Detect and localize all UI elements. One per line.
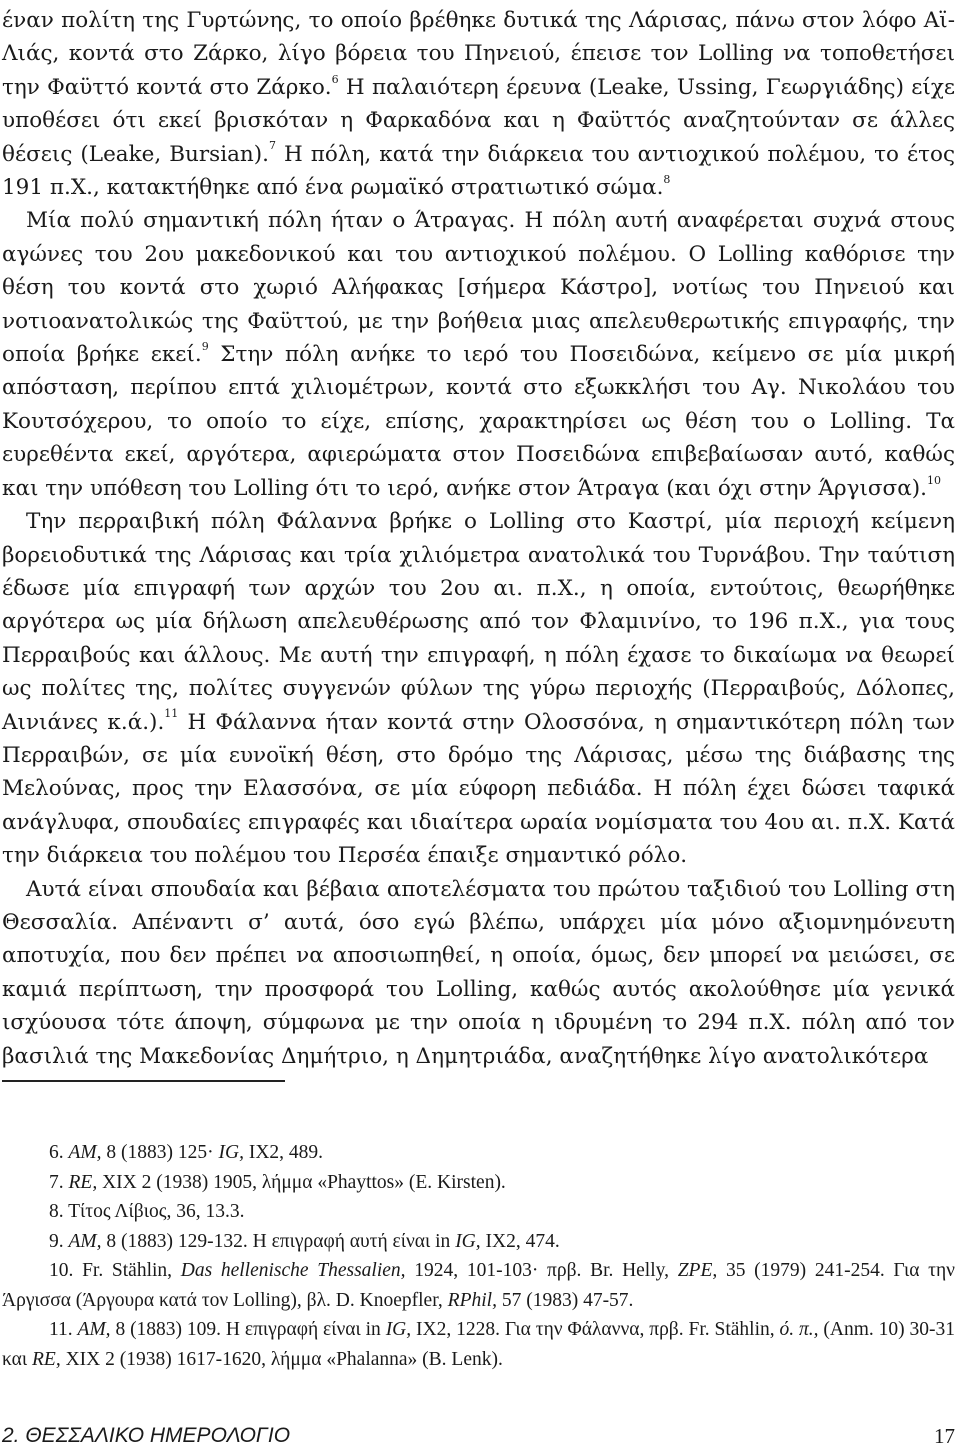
footnote-italic: AM,	[68, 1142, 102, 1163]
footnote-text: 1924, 101-103· πρβ. Br. Helly,	[405, 1260, 678, 1281]
footnote-italic: AM,	[77, 1319, 111, 1340]
page-footer	[2, 1424, 955, 1450]
footnote-text: 8 (1883) 129-132. Η επιγραφή αυτή είναι in	[101, 1230, 456, 1252]
text-run: Την περραιβική πόλη Φάλαννα βρήκε ο Lolling στο Καστρί, μία περιοχή κείμενη βορειοδυτικά της Λάρισας και τρία χιλιόμετρα ανατολικά του Τυρνάβου. Την ταύτιση έδωσε μία επιγραφή των αρχών του 2ου αι. π.Χ., η οποία, εντούτοις, θεωρήθηκε αργότερα ως μία δήλωση απελευθέρωσης από τον Φλαμινίνο, το 196 π.Χ., για τους Περραιβούς και άλλους. Με αυτή την επιγραφή, η πόλη έχασε το δικαίωμα να θεωρεί ως πολίτες της, πολίτες συγγενών φύλων της γύρω περιοχής (Περραιβούς, Δόλοπες, Αινιάνες κ.ά.).	[2, 509, 955, 735]
text-run: Η παλαιότερη έρευνα (Leake, Ussing, Γεωργιάδης) είχε υποθέσει ότι εκεί βρισκόταν η Φαρκαδόνα και η Φαϋττός αναζητούνταν σε άλλες θέσεις (Leake, Bursian).	[2, 74, 956, 167]
footnote-separator	[2, 1080, 285, 1082]
footnotes	[2, 1138, 955, 1374]
footnote-10	[2, 1256, 955, 1315]
footnote-9	[2, 1227, 955, 1257]
footnote-text: IX2, 489.	[243, 1142, 324, 1163]
page-number: 17	[934, 1424, 955, 1448]
footnote-text: 6.	[49, 1142, 69, 1163]
footnote-text: XIX 2 (1938) 1617-1620, λήμμα «Phalanna» (B. Lenk).	[60, 1348, 503, 1370]
paragraph-4: Αυτά είναι σπουδαία και βέβαια αποτελέσματα του πρώτου ταξιδιού του Lolling στη Θεσσαλία. Απέναντι σ’ αυτά, όσο εγώ βλέπω, υπάρχει μία μόνο αξιομνημόνευτη αποτυχία, που δεν πρέπει να αποσιωπηθεί, η οποία, όμως, δεν μπορεί να μειώσει, σε καμιά περίπτωση, την προσφορά του Lolling, καθώς αυτός ακολούθησε μία γενικά ισχύουσα τότε άποψη, σύμφωνα με την οποία η ιδρυμένη το 294 π.Χ. πόλη από τον βασιλιά της Μακεδονίας Δημήτριο, η Δημητριάδα, αναζητήθηκε λίγο ανατολικότερα	[2, 876, 955, 1069]
footnote-text: (Anm. 10) 30-31 και	[2, 1319, 956, 1370]
footnote-ref-10[interactable]: 10	[926, 473, 941, 487]
paragraph-3	[2, 505, 955, 872]
footnote-italic: IG,	[385, 1319, 412, 1340]
footnote-6	[2, 1138, 955, 1168]
running-title: 2. ΘΕΣΣΑΛΙΚΟ ΗΜΕΡΟΛΟΓΙΟ	[2, 1424, 291, 1447]
footnote-7	[2, 1168, 955, 1198]
footnote-text: IX2, 1228. Για την Φάλαννα, πρβ. Fr. Stählin,	[411, 1319, 780, 1340]
footnote-text: 8 (1883) 109. Η επιγραφή είναι in	[110, 1319, 386, 1340]
footnote-italic: RE,	[32, 1348, 61, 1370]
footnote-italic: IG,	[455, 1230, 481, 1252]
footnote-italic: RPhil,	[447, 1289, 497, 1311]
footnote-ref-9[interactable]: 9	[201, 339, 209, 353]
footnote-text: 7.	[49, 1171, 69, 1193]
text-run: Η Φάλαννα ήταν κοντά στην Ολοσσόνα, η σημαντικότερη πόλη των Περραιβών, σε μία ευνοϊκή θέση, στο δρόμο της Λάρισας, μέσω της διάβασης της Μελούνας, προς την Ελασσόνα, σε μία εύφορη πεδιάδα. Η πόλη έχει δώσει ταφικά ανάγλυφα, σπουδαίες επιγραφές και ιδιαίτερα ωραία νομίσματα του 4ου αι. π.Χ. Κατά την διάρκεια του πολέμου του Περσέα έπαιξε σημαντικό ρόλο.	[2, 709, 956, 869]
footnote-text: 9.	[49, 1230, 69, 1252]
footnote-ref-11[interactable]: 11	[164, 707, 179, 721]
text-run: έναν πολίτη της Γυρτώνης, το οποίο βρέθηκε δυτικά της Λάρισας, πάνω στον λόφο Αϊ-Λιάς, κοντά στο Ζάρκο, λίγο βόρεια του Πηνειού, έπεισε τον Lolling να τοποθετήσει την Φαϋττό κοντά στο Ζάρκο.	[2, 8, 955, 100]
footnote-text: 35 (1979) 241-254. Για την Άργισσα (Άργουρα κατά τον Lolling), βλ. D. Knoepfler,	[2, 1260, 955, 1311]
footnote-text: IX2, 474.	[480, 1230, 560, 1252]
footnote-italic: ZPE,	[677, 1260, 718, 1281]
footnote-text: 10. Fr. Stählin,	[49, 1260, 181, 1281]
footnote-text: XIX 2 (1938) 1905, λήμμα «Phayttos» (E. Kirsten).	[97, 1171, 506, 1193]
footnote-ref-8[interactable]: 8	[663, 172, 671, 186]
text-run: Στην πόλη ανήκε το ιερό του Ποσειδώνα, κείμενο σε μία μικρή απόσταση, περίπου επτά χιλιομέτρων, κοντά στο εξωκκλήσι του Αγ. Νικολάου του Κουτσόχερου, το οποίο το είχε, επίσης, χαρακτηρίσει ως θέση του ο Lolling. Τα ευρεθέντα εκεί, αργότερα, αφιερώματα στον Ποσειδώνα επιβεβαίωσαν αυτό, καθώς και την υπόθεση του Lolling ότι το ιερό, ανήκε στον Άτραγα (και όχι στην Άργισσα).	[2, 342, 955, 501]
paragraph-1	[2, 4, 955, 204]
footnote-11	[2, 1315, 955, 1374]
text-run: Μία πολύ σημαντική πόλη ήταν ο Άτραγας. Η πόλη αυτή αναφέρεται συχνά στους αγώνες του 2ου μακεδονικού και του αντιοχικού πολέμου. Ο Lolling καθόρισε την θέση του κοντά στο χωριό Αλήφακας [σήμερα Κάστρο], νοτίως του Πηνειού και νοτιοανατολικώς της Φαϋττού, με την βοήθεια μιας απελευθερωτικής επιγραφής, την οποία βρήκε εκεί.	[2, 208, 955, 368]
footnote-text: 57 (1983) 47-57.	[496, 1289, 634, 1311]
footnote-italic: IG,	[218, 1142, 244, 1163]
paragraph-2	[2, 204, 955, 505]
footnote-italic: AM,	[68, 1230, 102, 1252]
footnote-italic: ό. π.,	[779, 1319, 819, 1340]
footnote-italic: RE,	[68, 1171, 98, 1193]
footnote-italic: Das hellenische Thessalien,	[180, 1260, 406, 1281]
text-run: Η πόλη, κατά την διάρκεια του αντιοχικού πολέμου, το έτος 191 π.Χ., κατακτήθηκε από ένα ρωμαϊκό στρατιωτικό σώμα.	[2, 141, 955, 201]
footnote-text: 8 (1883) 125·	[101, 1142, 219, 1163]
footnote-ref-6[interactable]: 6	[331, 72, 339, 86]
footnote-text: 11.	[49, 1319, 78, 1340]
main-text	[2, 4, 955, 1073]
footnote-ref-7[interactable]: 7	[268, 139, 276, 153]
footnote-8: 8. Τίτος Λίβιος, 36, 13.3.	[49, 1201, 245, 1222]
